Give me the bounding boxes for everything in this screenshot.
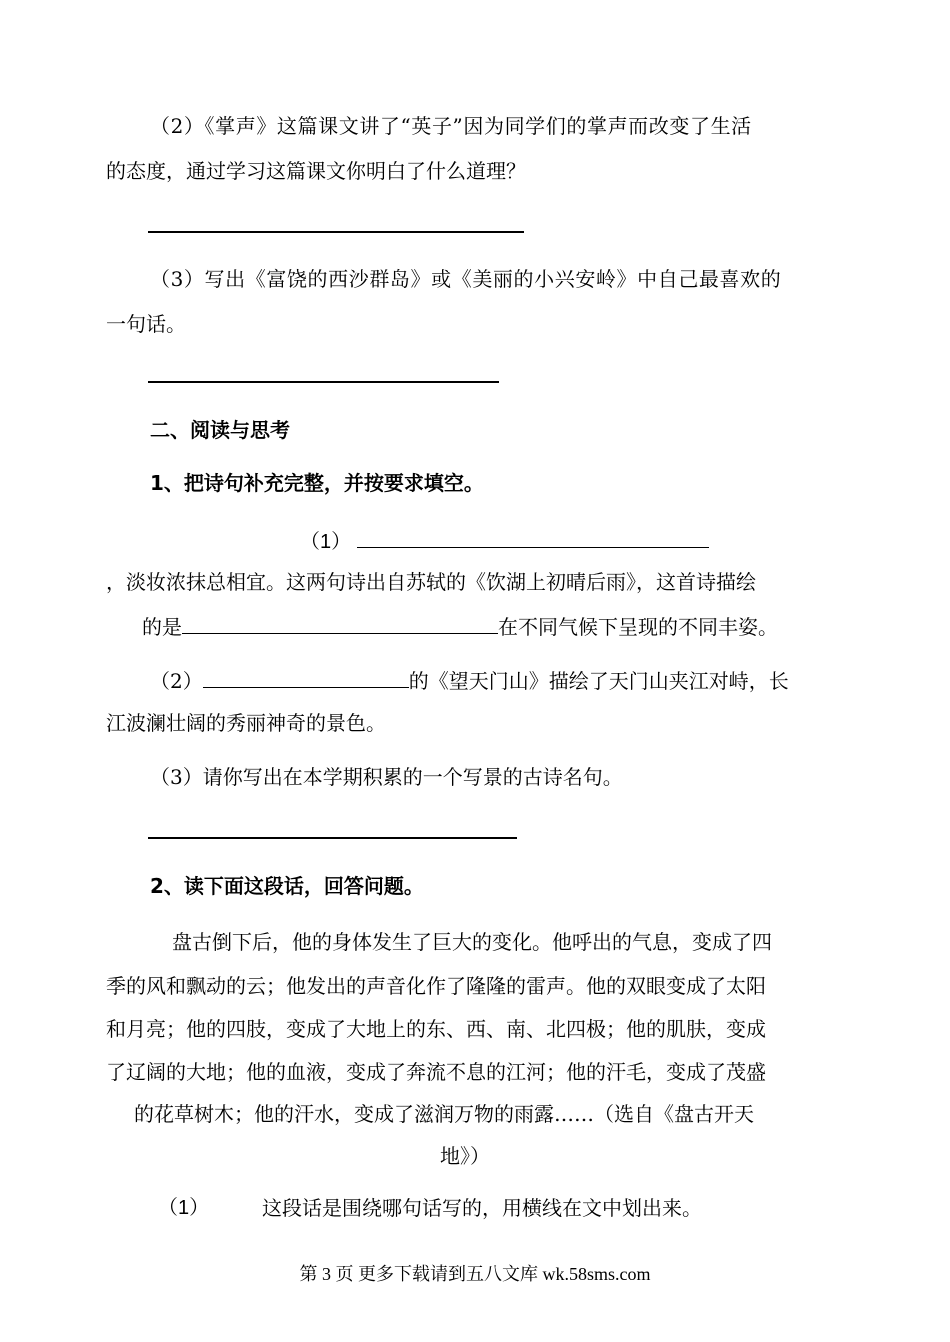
poem-q1-line1 bbox=[300, 525, 709, 556]
item2-title: 2、读下面这段话，回答问题。 bbox=[150, 874, 424, 898]
passage-line: 地》） bbox=[440, 1144, 490, 1168]
q3-line1: （3）写出《富饶的西沙群岛》或《美丽的小兴安岭》中自己最喜欢的 bbox=[150, 267, 782, 291]
poem-q1-label: （1） bbox=[300, 531, 352, 553]
passage-line: 了辽阔的大地；他的血液，变成了奔流不息的江河；他的汗毛，变成了茂盛 bbox=[106, 1060, 766, 1084]
poem-q2-line1: （2） 的《望天门山》描绘了天门山夹江对峙，长 bbox=[150, 665, 789, 695]
answer-line-poem-q3[interactable] bbox=[148, 837, 517, 839]
q3-line2: 一句话。 bbox=[106, 312, 186, 336]
section-title: 二、阅读与思考 bbox=[150, 418, 290, 442]
poem-q1-line2: ，淡妆浓抹总相宜。这两句诗出自苏轼的《饮湖上初晴后雨》，这首诗描绘 bbox=[106, 570, 756, 594]
page-footer: 第 3 页 更多下载请到五八文库 wk.58sms.com bbox=[299, 1264, 651, 1284]
poem-q2-line2: 江波澜壮阔的秀丽神奇的景色。 bbox=[106, 711, 386, 735]
passage-q1-text: 这段话是围绕哪句话写的，用横线在文中划出来。 bbox=[262, 1196, 702, 1220]
blank-subject[interactable] bbox=[182, 611, 498, 634]
q2-line1: （2）《掌声》这篇课文讲了“英子”因为同学们的掌声而改变了生活 bbox=[150, 114, 752, 138]
passage-line: 的花草树木；他的汗水，变成了滋润万物的雨露……（选自《盘古开天 bbox=[134, 1102, 754, 1126]
q2-line2: 的态度，通过学习这篇课文你明白了什么道理？ bbox=[106, 159, 526, 183]
poem-q1-line3: 的是 在不同气候下呈现的不同丰姿。 bbox=[142, 611, 778, 641]
answer-line-q3[interactable] bbox=[148, 381, 499, 383]
passage-line: 季的风和飘动的云；他发出的声音化作了隆隆的雷声。他的双眼变成了太阳 bbox=[106, 974, 766, 998]
passage-q1-label: （1） bbox=[158, 1197, 210, 1219]
poem-q3: （3）请你写出在本学期积累的一个写景的古诗名句。 bbox=[150, 765, 623, 789]
passage-line: 和月亮；他的四肢，变成了大地上的东、西、南、北四极；他的肌肤，变成 bbox=[106, 1017, 766, 1041]
passage-line: 盘古倒下后，他的身体发生了巨大的变化。他呼出的气息，变成了四 bbox=[172, 930, 772, 954]
answer-line-q2[interactable] bbox=[148, 231, 524, 233]
blank-poem-line[interactable] bbox=[357, 525, 709, 548]
blank-poet[interactable] bbox=[203, 665, 409, 688]
item1-title: 1、把诗句补充完整，并按要求填空。 bbox=[150, 471, 484, 495]
